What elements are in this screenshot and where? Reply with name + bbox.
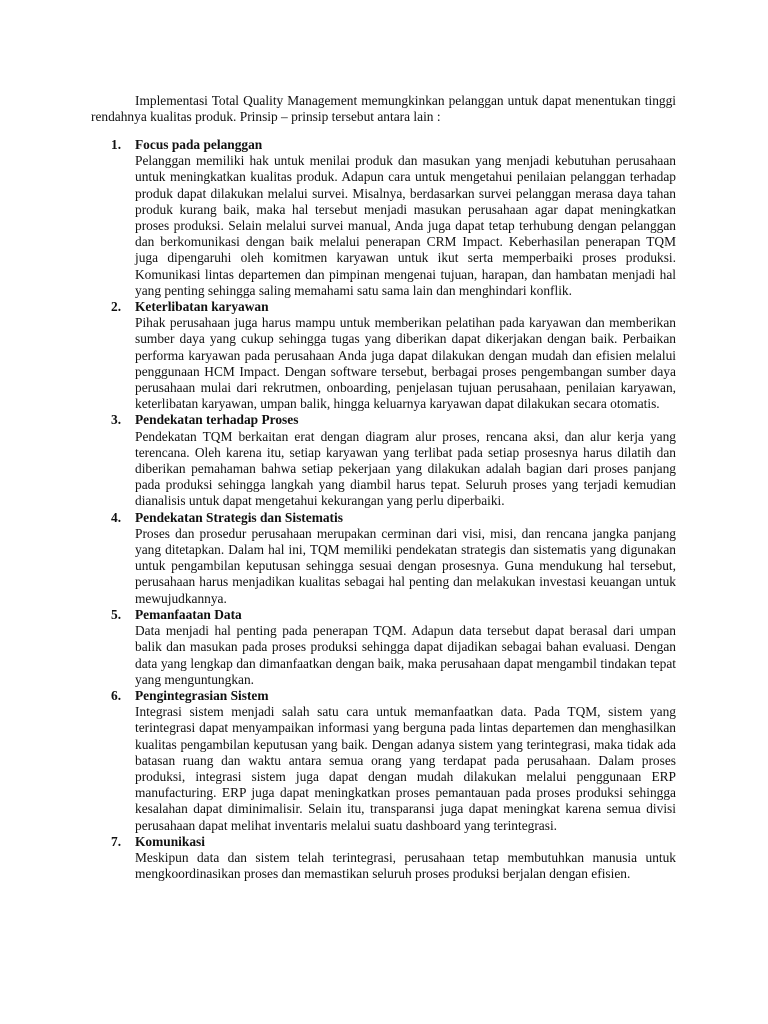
- list-item-keterlibatan-karyawan: [91, 299, 676, 412]
- item-heading: Pengintegrasian Sistem: [135, 687, 269, 703]
- item-body: Proses dan prosedur perusahaan merupakan cerminan dari visi, misi, dan rencana jangka panjang yang ditetapkan. Dalam hal ini, TQM memiliki pendekatan strategis dan sistematis yang digunakan untuk pengambilan keputusan sehingga sesuai dengan prosesnya. Guna mendukung hal tersebut, perusahaan harus menjadikan kualitas sebagai hal penting dan melakukan investasi keuangan untuk mewujudkannya.: [135, 525, 676, 606]
- item-body: Integrasi sistem menjadi salah satu cara untuk memanfaatkan data. Pada TQM, sistem yang terintegrasi dapat menyampaikan informasi yang berguna pada lintas departemen dan menghasilkan kualitas pengambilan keputusan yang baik. Dengan adanya sistem yang terintegrasi, maka tidak ada batasan ruang dan waktu antara semua orang yang terdapat pada perusahaan. Dalam proses produksi, integrasi sistem juga dapat dengan mudah dilakukan melalui penggunaan ERP manufacturing. ERP juga dapat meningkatkan proses pemantauan pada proses produksi sehingga kesalahan dapat diminimalisir. Selain itu, transparansi juga dapat meningkat karena semua divisi perusahaan dapat melihat inventaris melalui suatu dashboard yang terintegrasi.: [135, 704, 676, 833]
- principles-list: [91, 137, 676, 882]
- list-item-focus-pada-pelanggan: [91, 137, 676, 299]
- item-number: 5.: [111, 606, 122, 622]
- item-number: 2.: [111, 299, 122, 315]
- item-number: 3.: [111, 412, 122, 428]
- item-number: 7.: [111, 833, 122, 849]
- item-heading: Focus pada pelanggan: [135, 137, 263, 152]
- item-number: 1.: [111, 137, 122, 152]
- item-body: Meskipun data dan sistem telah terintegrasi, perusahaan tetap membutuhkan manusia untuk mengkoordinasikan proses dan memastikan seluruh proses produksi berjalan dengan efisien.: [135, 849, 676, 882]
- item-body: Pelanggan memiliki hak untuk menilai produk dan masukan yang menjadi kebutuhan perusahaan untuk meningkatkan kualitas produk. Adapun cara untuk mengetahui penilaian pelanggan terhadap produk dapat dilakukan melalui survei. Misalnya, berdasarkan survei pelanggan merasa daya tahan produk kurang baik, maka hal tersebut menjadi masukan perusahaan agar dapat meningkatkan proses produksi. Selain melalui survei manual, Anda juga dapat tetap terhubung dengan pelanggan dan berkomunikasi dengan baik melalui penerapan CRM Impact. Keberhasilan penerapan TQM juga dipengaruhi oleh komitmen karyawan untuk ikut serta memperbaiki proses produksi. Komunikasi lintas departemen dan pimpinan mengenai tujuan, harapan, dan hambatan menjadi hal yang penting sehingga saling memahami satu sama lain dan menghindari konflik.: [135, 153, 676, 298]
- list-item-pemanfaatan-data: [91, 607, 676, 688]
- item-heading: Pendekatan Strategis dan Sistematis: [135, 509, 343, 525]
- item-heading: Pendekatan terhadap Proses: [135, 412, 299, 428]
- item-number: 4.: [111, 509, 122, 525]
- list-item-pendekatan-strategis: [91, 510, 676, 607]
- item-heading: Komunikasi: [135, 833, 205, 849]
- item-heading: Pemanfaatan Data: [135, 606, 242, 622]
- item-body: Pendekatan TQM berkaitan erat dengan diagram alur proses, rencana aksi, dan alur kerja yang terencana. Oleh karena itu, setiap karyawan yang terlibat pada setiap prosesnya harus dilatih dan diberikan pemahaman bahwa setiap pekerjaan yang dilakukan adalah bagian dari proses panjang pada produksi sehingga langkah yang diambil harus tepat. Seluruh proses yang terjadi kemudian dianalisis untuk dapat mengetahui kekurangan yang perlu diperbaiki.: [135, 428, 676, 509]
- intro-paragraph: Implementasi Total Quality Management memungkinkan pelanggan untuk dapat menentukan tinggi rendahnya kualitas produk. Prinsip – prinsip tersebut antara lain :: [91, 93, 676, 125]
- item-number: 6.: [111, 687, 122, 703]
- list-item-pendekatan-terhadap-proses: [91, 412, 676, 509]
- item-body: Data menjadi hal penting pada penerapan TQM. Adapun data tersebut dapat berasal dari umpan balik dan masukan pada proses produksi sehingga dapat dijadikan sebagai bahan evaluasi. Dengan data yang lengkap dan dimanfaatkan dengan baik, maka perusahaan dapat mengambil tindakan tepat yang menguntungkan.: [135, 623, 676, 687]
- list-item-pengintegrasian-sistem: [91, 688, 676, 834]
- list-item-komunikasi: [91, 834, 676, 883]
- item-body: Pihak perusahaan juga harus mampu untuk memberikan pelatihan pada karyawan dan memberikan sumber daya yang cukup sehingga tugas yang diberikan dapat dikerjakan dengan baik. Perbaikan performa karyawan pada perusahaan Anda juga dapat dilakukan dengan mudah dan efisien melalui penggunaan HCM Impact. Dengan software tersebut, berbagai proses pengembangan sumber daya perusahaan mulai dari rekrutmen, onboarding, penjelasan tujuan perusahaan, penilaian karyawan, keterlibatan karyawan, umpan balik, hingga keluarnya karyawan dapat dilakukan secara otomatis.: [135, 315, 676, 412]
- item-heading: Keterlibatan karyawan: [135, 299, 269, 315]
